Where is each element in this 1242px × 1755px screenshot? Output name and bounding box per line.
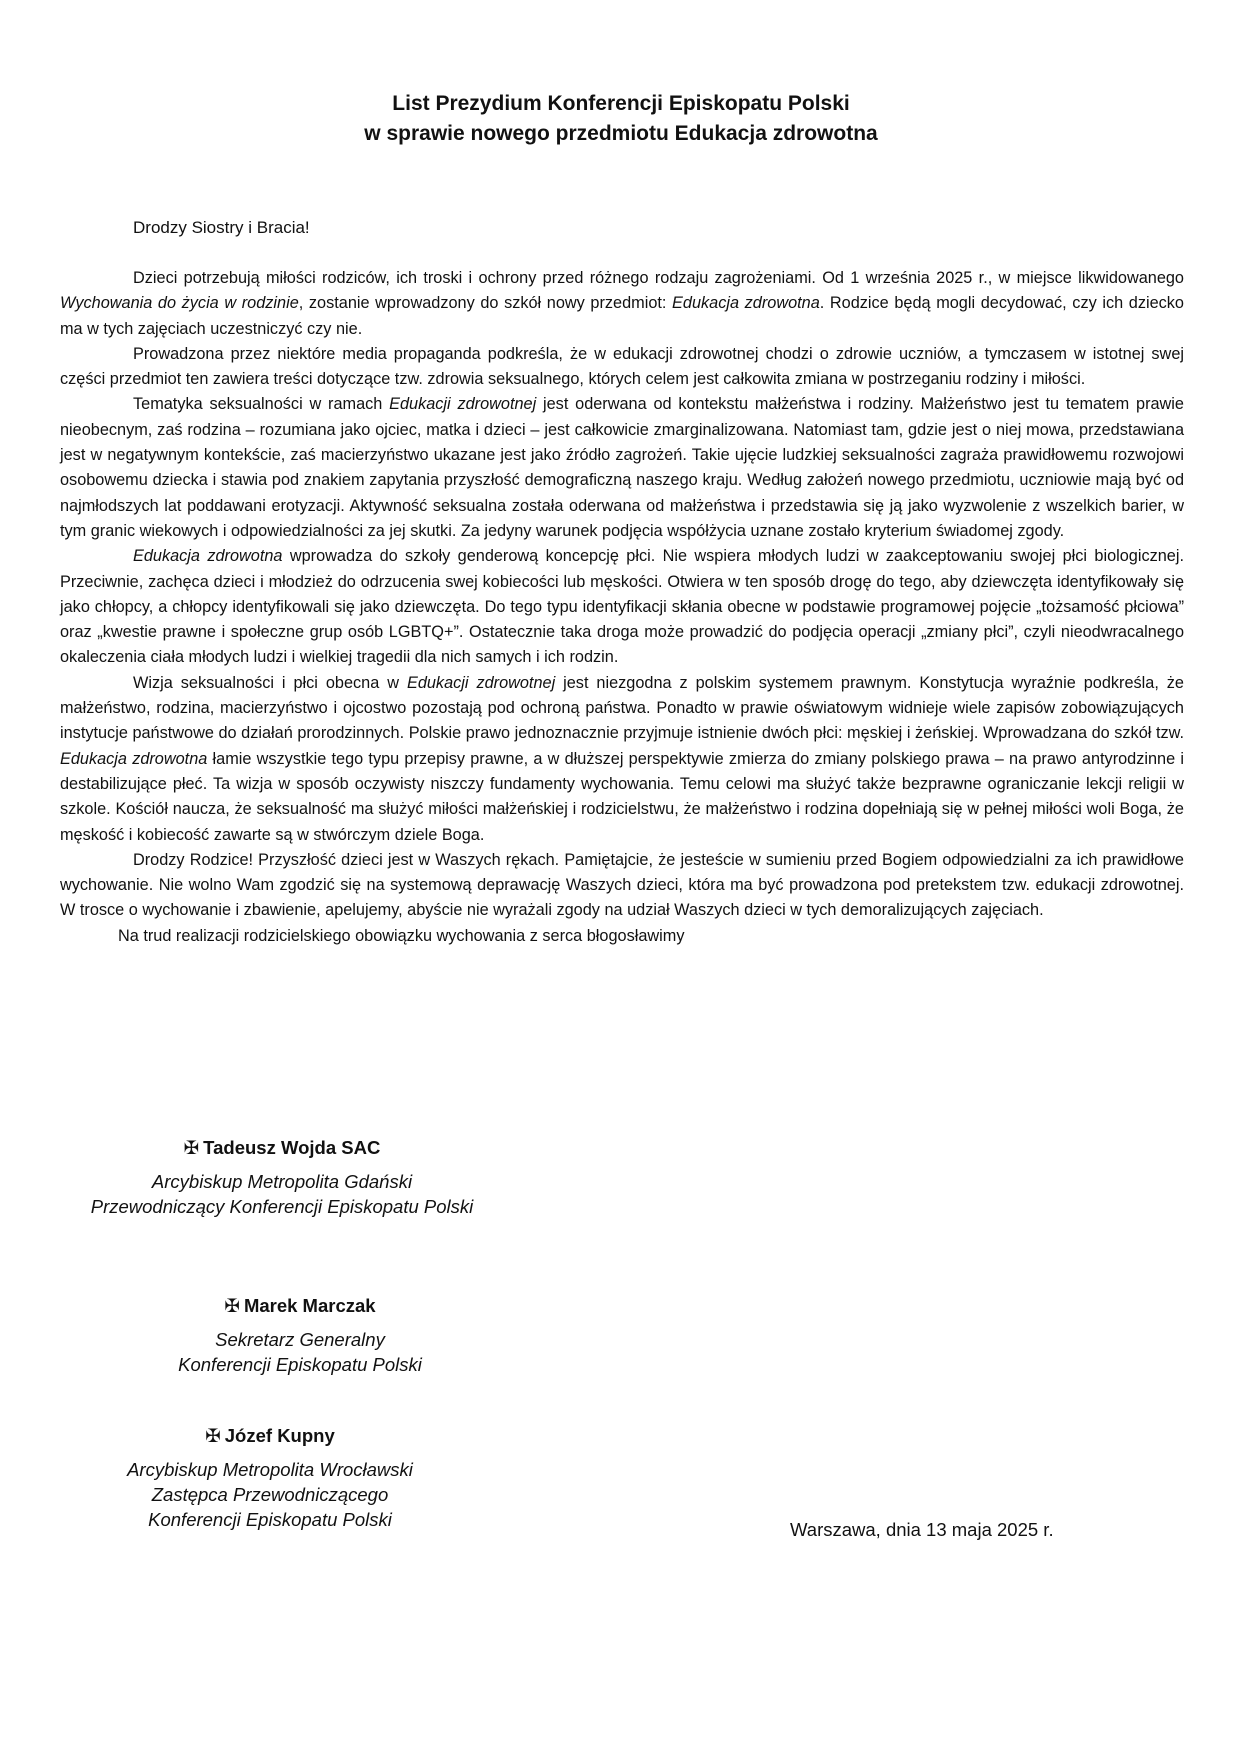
text-run: wprowadza do szkoły genderową koncepcję płci. Nie wspiera młodych ludzi w zaakceptowaniu swojej płci biologicznej. Przeciwnie, zachęca dzieci i młodzież do odrzucenia swej kobiecości lub męskości. Otwiera w ten sposób drogę do tego, aby dziewczęta identyfikowały się jako chłopcy, a chłopcy identyfikowali się jako dziewczęta. Do tego typu identyfikacji skłania obecne w podstawie programowej pojęcie „tożsamość płciowa” oraz „kwestie prawne i społeczne grup osób LGBTQ+”. Ostatecznie taka droga może prowadzić do podjęcia operacji „zmiany płci”, czyli nieodwracalnego okaleczenia ciała młodych ludzi i wielkiej tragedii dla nich samych i ich rodzin. xyxy=(60,547,1184,667)
cross-icon: ✠ xyxy=(183,1137,200,1158)
italic-title: Edukacja zdrowotna xyxy=(60,749,208,768)
text-run: . Rodzice będą mogli decydować, czy ich dziecko ma w tych zajęciach uczestniczyć czy nie. xyxy=(60,294,1184,338)
paragraph-2: Prowadzona przez niektóre media propaganda podkreśla, że w edukacji zdrowotnej chodzi o zdrowie uczniów, a tymczasem w istotnej swej części przedmiot ten zawiera treści dotyczące tzw. zdrowia seksualnego, których celem jest całkowita zmiana w postrzeganiu rodziny i miłości. xyxy=(60,344,1184,389)
italic-title: Wychowania do życia w rodzinie xyxy=(60,294,299,313)
signatory-role: Przewodniczący Konferencji Episkopatu Polski xyxy=(90,1196,474,1217)
italic-title: Edukacja zdrowotna xyxy=(672,294,820,313)
signature-block xyxy=(90,1423,450,1532)
paragraph-7: Na trud realizacji rodzicielskiego obowiązku wychowania z serca błogosławimy xyxy=(118,926,685,945)
paragraph-3 xyxy=(60,392,1184,544)
signatory-role: Konferencji Episkopatu Polski xyxy=(148,1509,392,1530)
signatory-role: Zastępca Przewodniczącego xyxy=(151,1484,389,1505)
text-run: Wizja seksualności i płci obecna w xyxy=(133,673,407,692)
name-text: Marek Marczak xyxy=(243,1295,376,1316)
text-run: Dzieci potrzebują miłości rodziców, ich troski i ochrony przed różnego rodzaju zagrożeniami. Od 1 września 2025 r., w miejsce likwidowanego xyxy=(133,269,1184,287)
text-run: jest oderwana od kontekstu małżeństwa i rodziny. Małżeństwo jest tu tematem prawie nieobecnym, zaś rodzina – rozumiana jako ojciec, matka i dzieci – jest całkowicie zmarginalizowana. Natomiast tam, gdzie jest o niej mowa, przedstawiana jest w negatywnym kontekście, zaś macierzyństwo ukazane jest jako źródło zagrożeń. Takie ujęcie ludzkiej seksualności zagraża prawidłowemu rozwojowi osobowemu dziecka i stawia pod znakiem zapytania przyszłość demograficzną naszego kraju. Według założeń nowego przedmiotu, uczniowie mają być od najmłodszych lat poddawani erotyzacji. Aktywność seksualna została oderwana od małżeństwa i przedstawia się ją jako wyzwolenie z wszelkich barier, w tym granic wiekowych i odpowiedzialności za jej skutki. Za jedyny warunek podjęcia współżycia uznane zostało kryterium świadomej zgody. xyxy=(60,395,1184,540)
paragraph-5 xyxy=(60,671,1184,848)
signature-block xyxy=(150,1293,450,1377)
paragraph-1 xyxy=(60,266,1184,342)
text-run: Tematyka seksualności w ramach xyxy=(133,395,390,414)
greeting: Drodzy Siostry i Bracia! xyxy=(133,218,310,237)
title-line-1: List Prezydium Konferencji Episkopatu Polski xyxy=(392,92,850,115)
paragraph-4 xyxy=(60,544,1184,670)
signatory-name xyxy=(150,1293,450,1318)
paragraph-6: Drodzy Rodzice! Przyszłość dzieci jest w Waszych rękach. Pamiętajcie, że jesteście w sumieniu przed Bogiem odpowiedzialni za ich prawidłowe wychowanie. Nie wolno Wam zgodzić się na systemową deprawację Waszych dzieci, która ma być prowadzona pod pretekstem tzw. edukacji zdrowotnej. W trosce o wychowanie i zbawienie, apelujemy, abyście nie wyrażali zgody na udział Waszych dzieci w tych demoralizujących zajęciach. xyxy=(60,850,1184,920)
signature-block xyxy=(60,1135,504,1219)
cross-icon: ✠ xyxy=(224,1295,240,1316)
signatory-role: Arcybiskup Metropolita Wrocławski xyxy=(127,1459,413,1480)
document-title xyxy=(0,89,1242,149)
letter-body xyxy=(60,266,1184,949)
italic-title: Edukacji zdrowotnej xyxy=(406,673,556,692)
italic-title: Edukacji zdrowotnej xyxy=(389,395,537,414)
signatory-role: Konferencji Episkopatu Polski xyxy=(178,1354,422,1375)
title-line-2: w sprawie nowego przedmiotu Edukacja zdrowotna xyxy=(364,122,878,145)
place-and-date: Warszawa, dnia 13 maja 2025 r. xyxy=(790,1519,1054,1540)
signatory-name xyxy=(90,1423,450,1448)
signatory-name xyxy=(60,1135,504,1160)
cross-icon: ✠ xyxy=(205,1425,221,1446)
text-run: łamie wszystkie tego typu przepisy prawne, a w dłuższej perspektywie zmierza do zmiany polskiego prawa – na prawo antyrodzinne i destabilizujące płeć. Ta wizja w sposób oczywisty niszczy fundamenty wychowania. Temu celowi ma służyć także bezprawne ograniczanie lekcji religii w szkole. Kościół naucza, że seksualność ma służyć miłości małżeńskiej i rodzicielstwu, że małżeństwo i rodzina dopełniają się w pełnej miłości woli Boga, że męskość i kobiecość zawarte są w stwórczym dziele Boga. xyxy=(60,749,1184,844)
text-run: , zostanie wprowadzony do szkół nowy przedmiot: xyxy=(298,294,673,313)
name-text: Józef Kupny xyxy=(224,1425,335,1446)
signatory-role: Arcybiskup Metropolita Gdański xyxy=(151,1171,413,1192)
text-run: jest niezgodna z polskim systemem prawnym. Konstytucja wyraźnie podkreśla, że małżeństwo, rodzina, macierzyństwo i ojcostwo pozostają pod ochroną państwa. Ponadto w prawie oświatowym widnieje wiele zapisów zobowiązujących instytucje państwowe do działań prorodzinnych. Polskie prawo jednoznacznie przyjmuje istnienie dwóch płci: męskiej i żeńskiej. Wprowadzana do szkół tzw. xyxy=(60,673,1184,743)
italic-title: Edukacja zdrowotna xyxy=(133,547,283,566)
name-text: Tadeusz Wojda SAC xyxy=(203,1137,381,1158)
signatory-role: Sekretarz Generalny xyxy=(215,1329,385,1350)
